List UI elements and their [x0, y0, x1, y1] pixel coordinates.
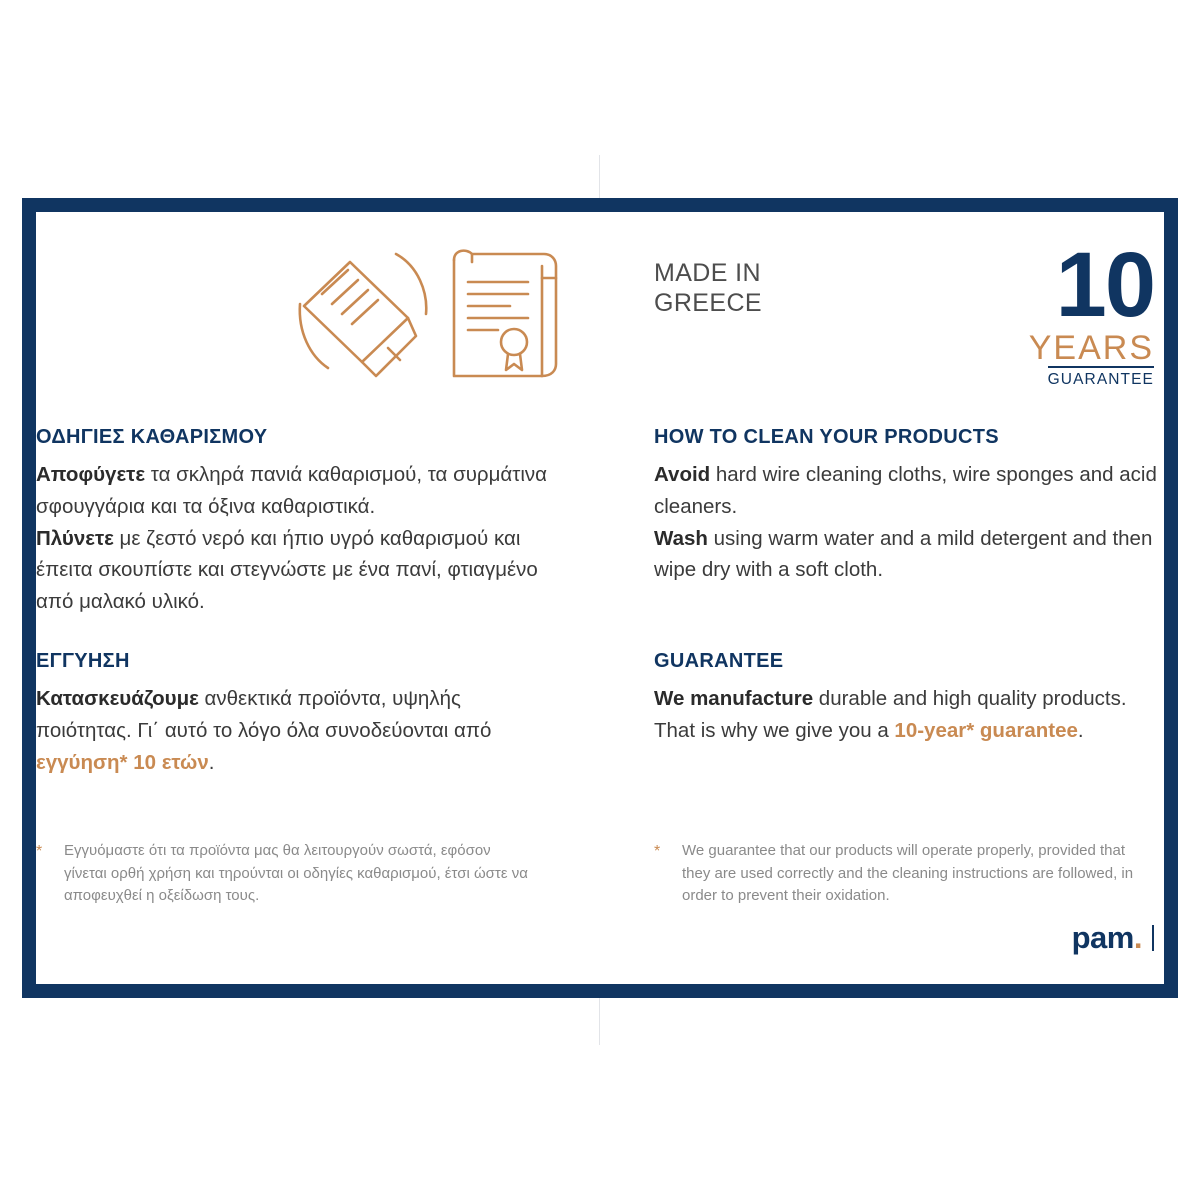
guarantee-en-text-body-el: durable and high quality products. That is why we give you a — [654, 687, 1127, 742]
guarantee-title-el: ΕΓΓΥΗΣΗ — [36, 650, 130, 672]
made-in-line-2: GREECE — [654, 289, 762, 317]
footnote-english-text: We guarantee that our products will operate properly, provided that they are used correctly and the cleaning instructions are followed, in order to prevent their oxidation. — [682, 842, 1134, 904]
footnote-english — [654, 840, 1154, 908]
made-in-greece-label — [654, 258, 762, 318]
guarantee-en-text-el — [654, 683, 1166, 747]
cleaning-lead-2-el: Πλύνετε — [36, 526, 114, 550]
guarantee-text-body-el: ανθεκτικά προϊόντα, υψηλής ποιότητας. Γι΄ αυτό το λόγο όλα συνοδεύονται από — [36, 687, 492, 742]
badge-number: 10 — [1055, 234, 1154, 336]
icon-row — [288, 244, 568, 389]
brand-logo-bar — [1152, 925, 1154, 951]
cleaning-instructions-block-el — [36, 426, 548, 618]
guarantee-en-title-el: GUARANTEE — [654, 650, 784, 672]
certificate-scroll-icon — [438, 244, 568, 389]
guarantee-accent-el: εγγύηση* 10 ετών — [36, 750, 209, 774]
badge-guarantee-label: GUARANTEE — [1048, 366, 1154, 389]
guarantee-text-el — [36, 683, 548, 778]
guarantee-en-lead-el: We manufacture — [654, 687, 814, 710]
brand-logo-dot: . — [1133, 920, 1142, 955]
guarantee-en-accent-el: 10-year* guarantee — [894, 718, 1078, 742]
footnote-greek — [36, 840, 536, 908]
how-to-clean-text-1-el: hard wire cleaning cloths, wire sponges and acid cleaners. — [654, 463, 1157, 518]
footnote-greek-text: Εγγυόμαστε ότι τα προϊόντα μας θα λειτουργούν σωστά, εφόσον γίνεται ορθή χρήση και τηρούνται οι οδηγίες καθαρισμού, έτσι ώστε να αποφευχθεί η οξείδωση τους. — [64, 842, 528, 904]
card-content — [36, 212, 1164, 984]
cleaning-text-2-el: με ζεστό νερό και ήπιο υγρό καθαρισμού και έπειτα σκουπίστε και στεγνώστε με ένα πανί, φτιαγμένο από μαλακό υλικό. — [36, 526, 538, 614]
guarantee-text-end-el: . — [208, 750, 215, 774]
how-to-clean-text-el — [654, 459, 1166, 586]
footnote-star-icon: * — [36, 843, 43, 860]
how-to-clean-block-el — [654, 426, 1166, 586]
left-panel-greek — [36, 212, 600, 984]
how-to-clean-lead-2-el: Wash — [654, 526, 708, 550]
how-to-clean-title-el: HOW TO CLEAN YOUR PRODUCTS — [654, 426, 999, 448]
brand-logo — [1072, 920, 1154, 956]
right-panel-english — [600, 212, 1164, 984]
how-to-clean-text-2-el: using warm water and a mild detergent and then wipe dry with a soft cloth. — [654, 526, 1153, 582]
brand-logo-text: pam — [1071, 920, 1134, 955]
guarantee-en-text-end-el: . — [1077, 718, 1084, 742]
footnote-star-icon-en: * — [654, 843, 661, 860]
how-to-clean-lead-1-el: Avoid — [654, 463, 711, 486]
guarantee-lead-el: Κατασκευάζουμε — [36, 687, 199, 710]
ten-year-guarantee-badge — [974, 234, 1154, 389]
made-in-line-1: MADE IN — [654, 259, 761, 287]
guarantee-en-block-el — [654, 650, 1166, 747]
cleaning-instructions-text-el — [36, 459, 548, 618]
cleaning-text-1-el: τα σκληρά πανιά καθαρισμού, τα συρμάτινα σφουγγάρια και τα όξινα καθαριστικά. — [36, 463, 548, 518]
guarantee-block-el — [36, 650, 548, 778]
cleaning-instructions-title-el: ΟΔΗΓΙΕΣ ΚΑΘΑΡΙΣΜΟΥ — [36, 426, 268, 448]
cleaning-lead-1-el: Αποφύγετε — [36, 463, 146, 486]
badge-years-label: YEARS — [1028, 329, 1154, 368]
